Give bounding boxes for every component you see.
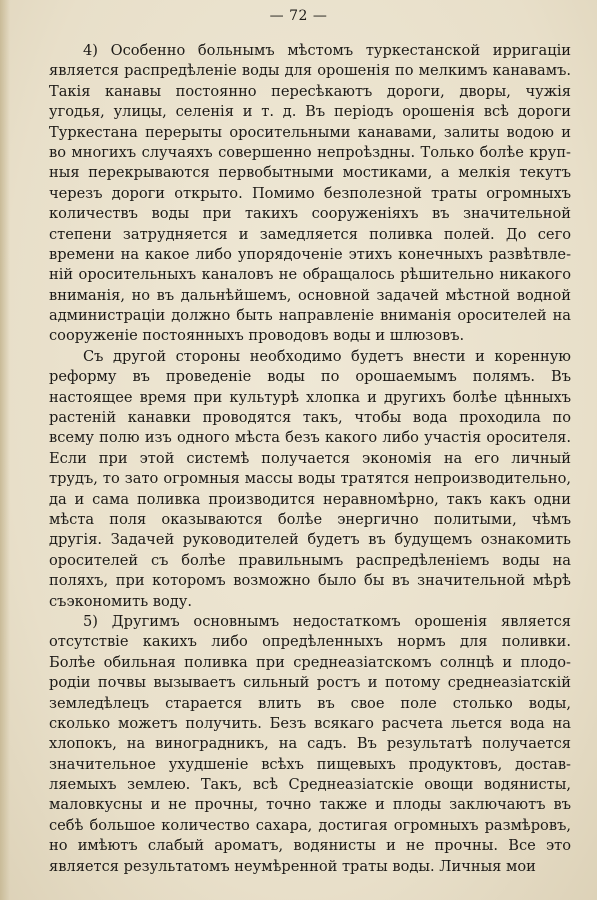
paragraph <box>49 41 571 347</box>
text-line: сколько можетъ получить. Безъ всякаго расчета льется вода на <box>49 714 571 732</box>
text-line: 4) Особенно больнымъ мѣстомъ туркестанской ирригаціи <box>83 42 571 59</box>
text-line: земледѣлецъ старается влить въ свое поле столько воды, <box>49 694 571 712</box>
text-line: мѣста поля оказываются болѣе энергично политыми, чѣмъ <box>49 510 571 528</box>
text-line: ляемыхъ землею. Такъ, всѣ Среднеазіатскіе овощи водянисты, <box>49 776 571 794</box>
page-binding-edge <box>0 0 10 900</box>
text-line: ній оросительныхъ каналовъ не обращалось рѣшительно никакого <box>49 266 571 284</box>
text-line: съэкономить воду. <box>49 592 193 610</box>
text-line: Болѣе обильная поливка при среднеазіатскомъ солнцѣ и плодо- <box>49 653 571 671</box>
text-line: количествъ воды при такихъ сооруженіяхъ въ значительной <box>49 205 571 223</box>
text-line: родіи почвы вызываетъ сильный ростъ и потому среднеазіатскій <box>49 674 571 692</box>
text-line: Туркестана перерыты оросительными канавами, залиты водою и <box>49 123 571 141</box>
text-line: трудъ, то зато огромныя массы воды тратятся непроизводительно, <box>49 470 571 488</box>
text-line: ныя перекрываются первобытными мостиками, а мелкія текутъ <box>49 164 571 182</box>
paragraph <box>49 612 571 877</box>
page-number: — 72 — <box>269 8 328 24</box>
text-line: во многихъ случаяхъ совершенно непроѣздны. Только болѣе круп- <box>49 143 571 161</box>
text-line: значительное ухудшеніе всѣхъ пищевыхъ продуктовъ, достав- <box>49 755 571 773</box>
text-line: другія. Задачей руководителей будетъ въ будущемъ ознакомить <box>49 531 571 549</box>
text-line: себѣ большое количество сахара, достигая огромныхъ размѣровъ, <box>49 816 571 834</box>
text-line: настоящее время при культурѣ хлопка и другихъ болѣе цѣнныхъ <box>49 388 571 406</box>
text-line: отсутствіе какихъ либо опредѣленныхъ нормъ для поливки. <box>49 633 571 651</box>
text-line: хлопокъ, на виноградникъ, на садъ. Въ результатѣ получается <box>49 735 571 753</box>
text-line: растеній канавки проводятся такъ, чтобы вода проходила по <box>49 409 571 427</box>
page-text <box>49 41 571 877</box>
text-line: Если при этой системѣ получается экономія на его личный <box>49 449 571 467</box>
text-line: степени затрудняется и замедляется поливка полей. До сего <box>49 225 571 243</box>
text-line: да и сама поливка производится неравномѣрно, такъ какъ одни <box>49 490 571 508</box>
text-line: Такія канавы постоянно пересѣкаютъ дороги, дворы, чужія <box>49 82 571 100</box>
text-line: маловкусны и не прочны, точно также и плоды заключаютъ въ <box>49 796 571 814</box>
text-line: сооруженіе постоянныхъ проводовъ воды и шлюзовъ. <box>49 327 465 345</box>
text-line: вниманія, но въ дальнѣйшемъ, основной задачей мѣстной водной <box>49 286 571 304</box>
text-line: 5) Другимъ основнымъ недостаткомъ орошенія является <box>83 612 571 630</box>
text-line: угодья, улицы, селенія и т. д. Въ періодъ орошенія всѣ дороги <box>49 103 571 121</box>
text-line: черезъ дороги открыто. Помимо безполезной траты огромныхъ <box>49 184 571 202</box>
text-line: оросителей съ болѣе правильнымъ распредѣленіемъ воды на <box>49 551 571 569</box>
text-line: администраціи должно быть направленіе вниманія оросителей на <box>49 307 571 325</box>
text-line: но имѣютъ слабый ароматъ, водянисты и не прочны. Все это <box>49 837 571 855</box>
text-line: является распредѣленіе воды для орошенія по мелкимъ канавамъ. <box>49 62 571 80</box>
text-line: Съ другой стороны необходимо будетъ внести и коренную <box>83 347 571 365</box>
paragraph <box>49 347 571 612</box>
text-line: всему полю изъ одного мѣста безъ какого либо участія оросителя. <box>49 429 571 447</box>
text-line: реформу въ проведеніе воды по орошаемымъ полямъ. Въ <box>49 368 571 386</box>
text-line: является результатомъ неумѣренной траты воды. Личныя мои <box>49 857 536 875</box>
text-line: времени на какое либо упорядоченіе этихъ конечныхъ развѣтвле- <box>49 245 571 263</box>
text-line: поляхъ, при которомъ возможно было бы въ значительной мѣрѣ <box>49 572 571 590</box>
